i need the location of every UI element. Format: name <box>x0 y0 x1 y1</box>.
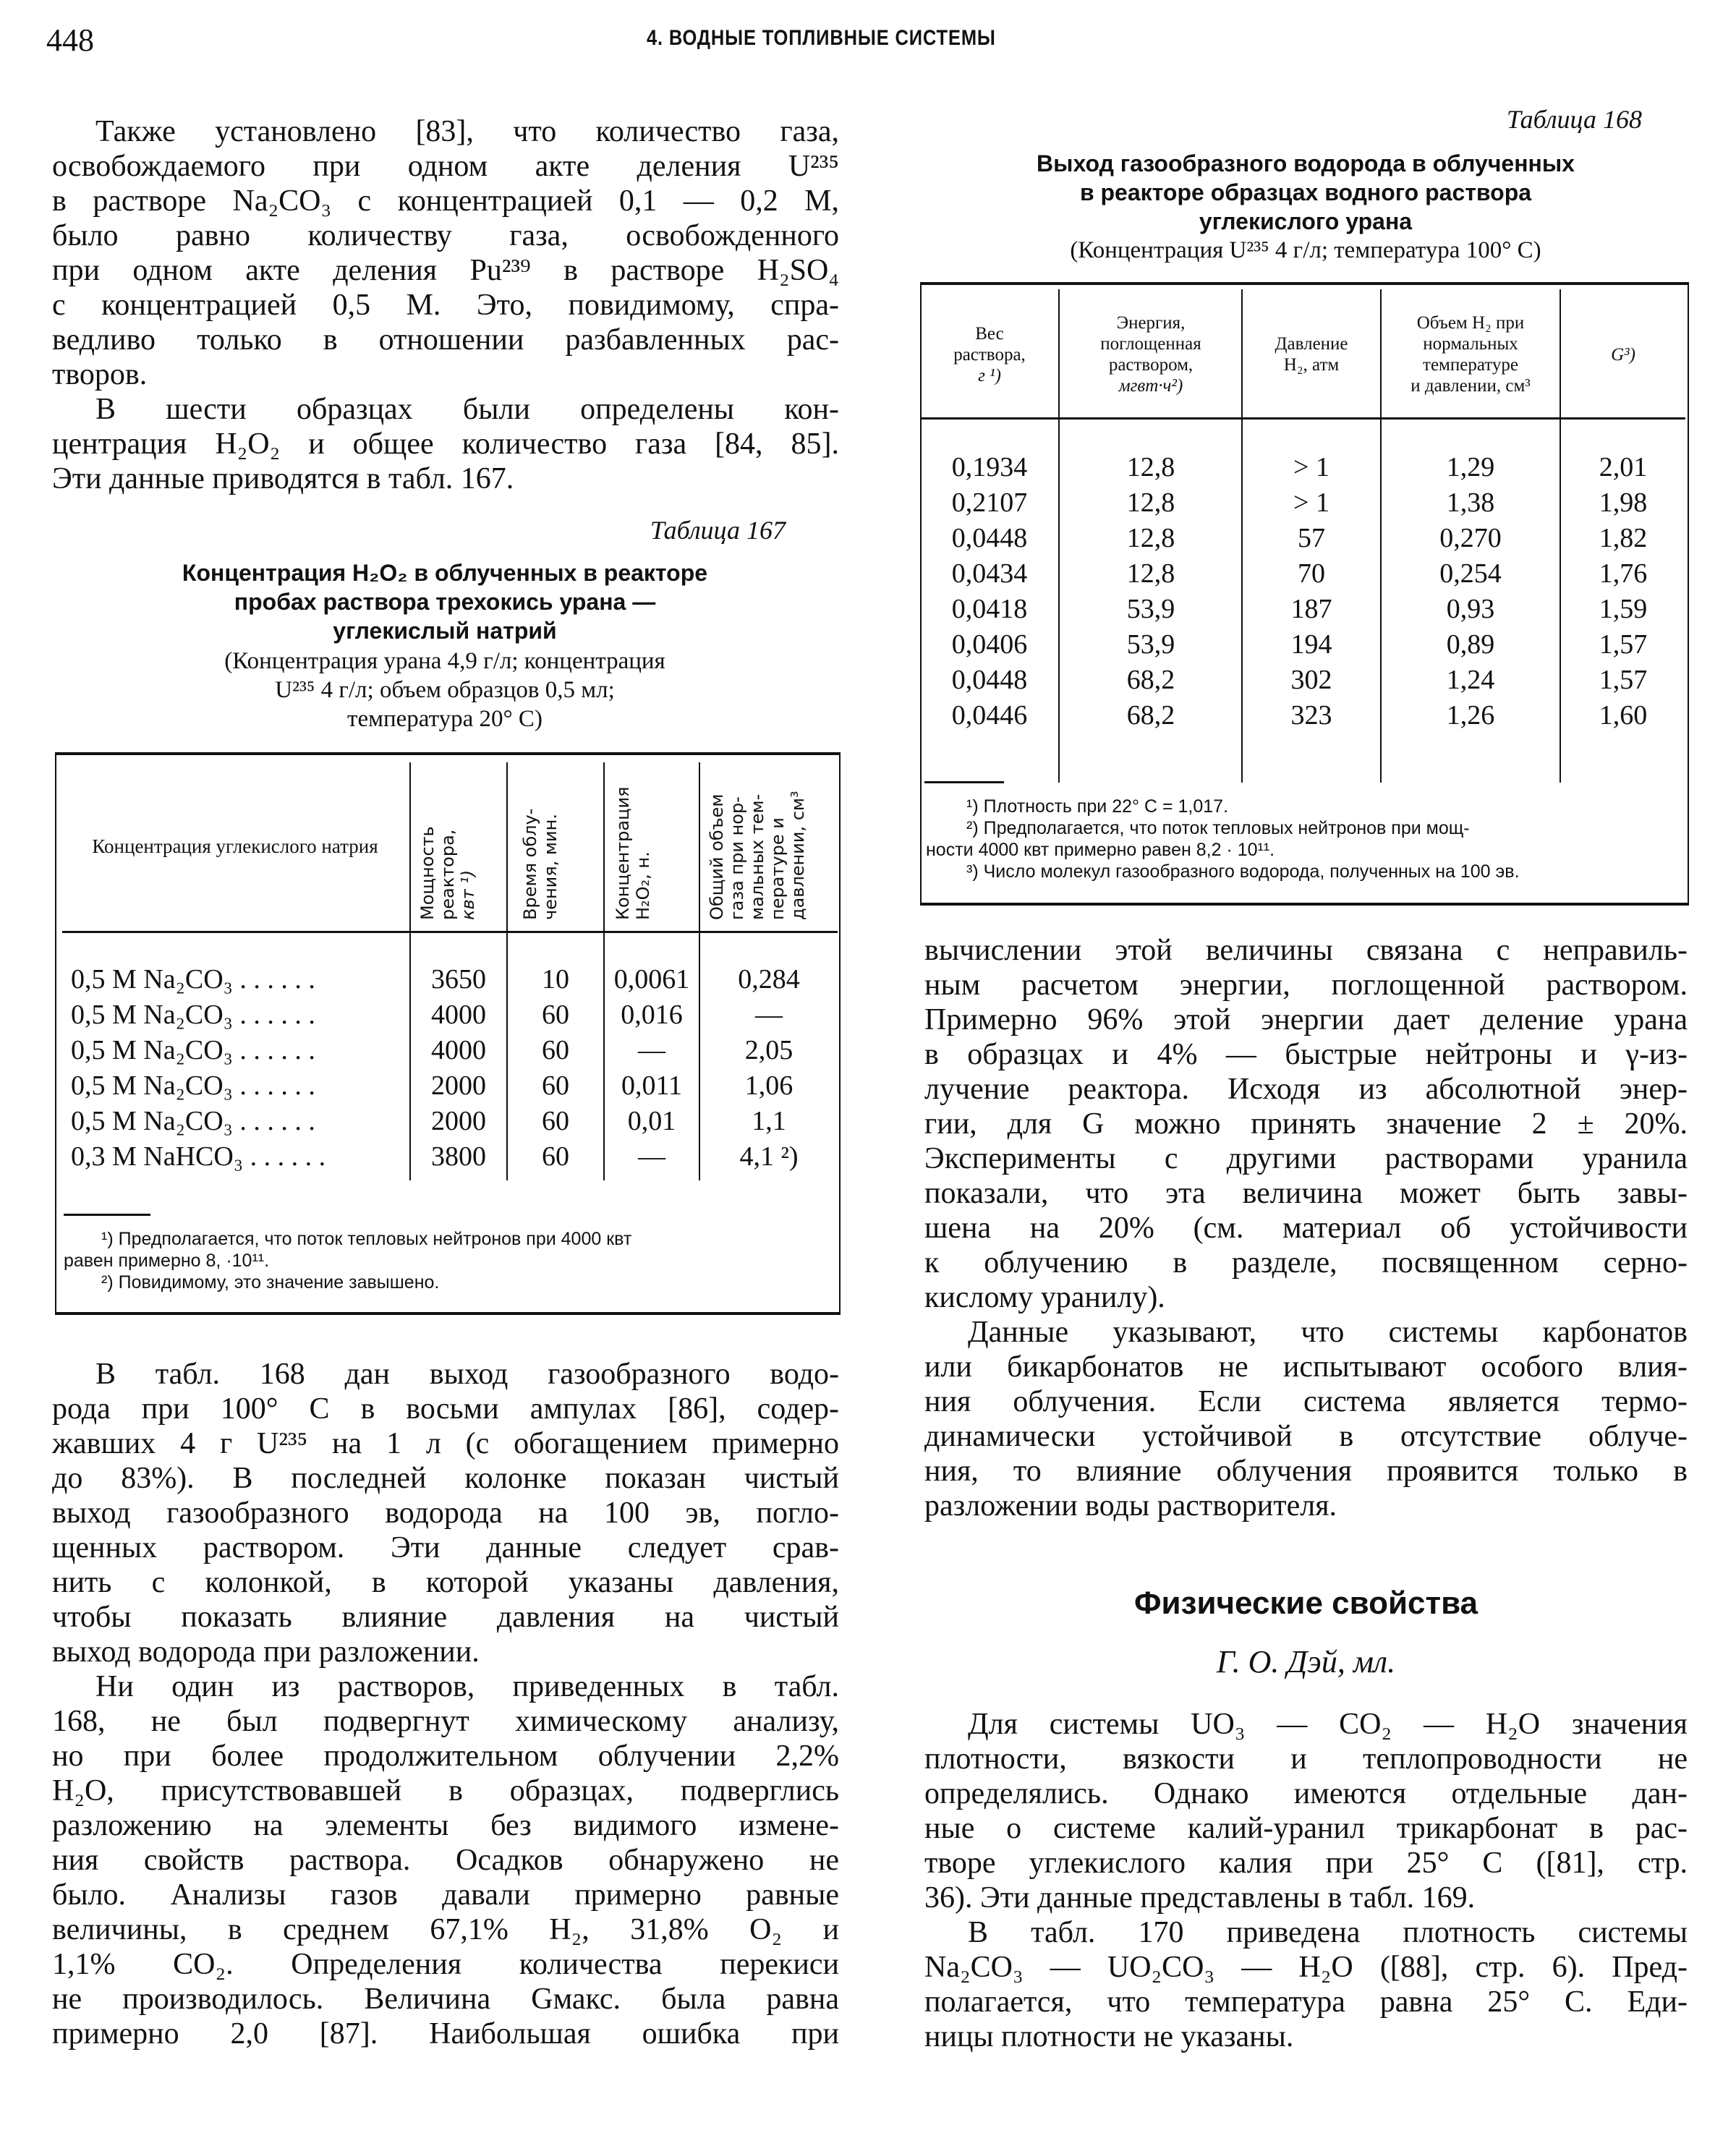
cell: 0,5 M Na₂CO₃ . . . . . . <box>71 1106 315 1136</box>
text-line: чтобы показать влияние давления на чистый <box>52 1601 839 1634</box>
header-line: квт ¹) <box>458 869 478 920</box>
footnote-rule <box>64 1214 150 1216</box>
header-line: и давлении, см³ <box>1410 376 1531 396</box>
text-line: ные о системе калий-уранил трикарбонат в рас- <box>924 1812 1688 1845</box>
cell: 1,57 <box>1599 665 1648 695</box>
text-line: при одном акте деления Pu²³⁹ в растворе H₂SO₄ <box>52 254 839 287</box>
header-rule <box>922 417 1685 420</box>
footnote: ¹) Плотность при 22° C = 1,017. <box>966 796 1229 817</box>
table-title-line: углекислый натрий <box>333 618 557 644</box>
cell: 1,24 <box>1446 665 1495 695</box>
header-line: пературе и <box>767 817 788 920</box>
footnote: ²) Повидимому, это значение завышено. <box>101 1272 440 1293</box>
cell: 2,01 <box>1599 452 1648 482</box>
text-line: нить с колонкой, в которой указаны давления, <box>52 1566 839 1599</box>
cell: 323 <box>1290 700 1332 731</box>
text-line: творе углекислого калия при 25° C ([81], стр. <box>924 1847 1688 1880</box>
cell: 1,26 <box>1446 700 1495 731</box>
header-line: Мощность <box>417 826 438 920</box>
running-head: 4. ВОДНЫЕ ТОПЛИВНЫЕ СИСТЕМЫ <box>647 26 996 50</box>
text-line: до 83%). В последней колонке показан чистый <box>52 1462 839 1495</box>
text-line: выход водорода при разложении. <box>52 1635 480 1669</box>
table-title-line: Выход газообразного водорода в облученных <box>1037 150 1575 176</box>
header-line: мгвт·ч²) <box>1118 376 1183 396</box>
footnote: ³) Число молекул газообразного водорода, полученных на 100 эв. <box>966 861 1520 882</box>
cell: 1,29 <box>1446 452 1495 482</box>
cell: 60 <box>542 1000 569 1030</box>
cell: > 1 <box>1293 487 1329 518</box>
footnote: ¹) Предполагается, что поток тепловых нейтронов при 4000 квт <box>101 1229 632 1249</box>
table-subtitle-line: U²³⁵ 4 г/л; объем образцов 0,5 мл; <box>275 677 615 703</box>
footnote: равен примерно 8, ·10¹¹. <box>64 1251 270 1271</box>
text-line: динамически устойчивой в отсутствие облуче- <box>924 1420 1688 1453</box>
cell: 0,5 M Na₂CO₃ . . . . . . <box>71 1000 315 1030</box>
header-line: раствором, <box>1108 355 1194 375</box>
text-line: ницы плотности не указаны. <box>924 2020 1294 2053</box>
text-line: В табл. 168 дан выход газообразного водо- <box>95 1358 839 1391</box>
cell: 0,0434 <box>951 558 1028 589</box>
cell: 0,1934 <box>951 452 1028 482</box>
cell: — <box>638 1035 665 1065</box>
text-line: вычислении этой величины связана с неправиль- <box>924 934 1688 967</box>
cell: 60 <box>542 1070 569 1101</box>
cell: 1,38 <box>1446 487 1495 518</box>
column-header <box>1382 297 1560 412</box>
header-line: раствора, <box>953 344 1026 365</box>
cell: 3800 <box>431 1141 486 1172</box>
text-line: 1,1% CO₂. Определения количества перекиси <box>52 1948 839 1981</box>
text-line: ным расчетом энергии, поглощенной раствором. <box>924 968 1688 1002</box>
text-line: в растворе Na₂CO₃ с концентрацией 0,1 — 0,2 M, <box>52 184 839 218</box>
text-line: 36). Эти данные представлены в табл. 169. <box>924 1881 1476 1915</box>
cell: 0,5 M Na₂CO₃ . . . . . . <box>71 964 315 995</box>
table-caption: Таблица 168 <box>1506 105 1642 134</box>
header-rule <box>62 931 838 933</box>
header-line: Вес <box>975 323 1004 344</box>
cell: 0,254 <box>1439 558 1502 589</box>
header-line: температуре <box>1423 355 1518 375</box>
cell: 12,8 <box>1126 558 1175 589</box>
text-line: ведливо только в отношении разбавленных рас- <box>52 323 839 357</box>
cell: 0,016 <box>621 1000 683 1030</box>
cell: 60 <box>542 1035 569 1065</box>
cell: 302 <box>1290 665 1332 695</box>
cell: 0,0448 <box>951 523 1028 553</box>
cell: 0,5 M Na₂CO₃ . . . . . . <box>71 1070 315 1101</box>
cell: 194 <box>1290 629 1332 660</box>
header-line: реактора, <box>438 829 458 920</box>
column-header <box>922 297 1058 412</box>
text-line: примерно 2,0 [87]. Наибольшая ошибка при <box>52 2017 839 2051</box>
text-line: Эти данные приводятся в табл. 167. <box>52 462 514 495</box>
text-line: жавших 4 г U²³⁵ на 1 л (с обогащением примерно <box>52 1427 839 1460</box>
text-line: показали, что эта величина может быть завы- <box>924 1177 1688 1210</box>
header-line: Давление <box>1275 334 1348 354</box>
header-line: г ¹) <box>978 365 1001 386</box>
cell: 0,011 <box>621 1070 683 1101</box>
text-line: Также установлено [83], что количество газа, <box>95 115 839 148</box>
text-line: разложении воды растворителя. <box>924 1489 1337 1523</box>
cell: 60 <box>542 1141 569 1172</box>
table-subtitle-line: температура 20° C) <box>347 706 542 732</box>
cell: 53,9 <box>1126 629 1175 660</box>
cell: 1,59 <box>1599 594 1648 624</box>
text-line: рода при 100° C в восьми ампулах [86], содер- <box>52 1392 839 1426</box>
header-line: Энергия, <box>1116 313 1186 333</box>
cell: 12,8 <box>1126 452 1175 482</box>
text-line: величины, в среднем 67,1% H₂, 31,8% O₂ и <box>52 1913 839 1946</box>
section-author: Г. О. Дэй, мл. <box>1216 1644 1396 1679</box>
cell: 0,0448 <box>951 665 1028 695</box>
cell: 0,0418 <box>951 594 1028 624</box>
footnote: ²) Предполагается, что поток тепловых нейтронов при мощ- <box>966 818 1470 838</box>
column-header <box>1243 297 1380 412</box>
table-subtitle: (Концентрация U²³⁵ 4 г/л; температура 100° C) <box>1070 237 1541 263</box>
cell: — <box>638 1141 665 1172</box>
cell: 2,05 <box>744 1035 793 1065</box>
text-line: полагается, что температура равна 25° C. Еди- <box>924 1985 1688 2019</box>
column-divider <box>1058 289 1060 783</box>
header-line: Концентрация <box>613 786 633 920</box>
text-line: щенных раствором. Эти данные следует срав- <box>52 1531 839 1564</box>
header-line: газа при нор- <box>727 796 747 920</box>
cell: 68,2 <box>1126 700 1175 731</box>
cell: 1,82 <box>1599 523 1648 553</box>
cell: 68,2 <box>1126 665 1175 695</box>
header-line: чения, мин. <box>540 814 561 920</box>
cell: 0,270 <box>1439 523 1502 553</box>
text-line: 168, не был подвергнут химическому анализу, <box>52 1705 839 1738</box>
header-line: H₂, атм <box>1283 355 1340 375</box>
text-line: но при более продолжительном облучении 2,2% <box>52 1740 839 1773</box>
column-header: G³) <box>1611 344 1635 365</box>
text-line: В табл. 170 приведена плотность системы <box>968 1916 1688 1949</box>
cell: 0,01 <box>627 1106 676 1136</box>
cell: — <box>755 1000 783 1030</box>
header-line: мальных тем- <box>747 793 767 920</box>
cell: 57 <box>1298 523 1325 553</box>
header-line: Общий объем <box>707 793 727 920</box>
text-line: Для системы UO₃ — CO₂ — H₂O значения <box>968 1708 1688 1741</box>
text-line: Данные указывают, что системы карбонатов <box>968 1316 1688 1349</box>
cell: 12,8 <box>1126 487 1175 518</box>
text-line: Примерно 96% этой энергии дает деление урана <box>924 1003 1688 1036</box>
cell: 1,60 <box>1599 700 1648 731</box>
text-line: не производилось. Величина Gмакс. была равна <box>52 1983 839 2016</box>
footnote: ности 4000 квт примерно равен 8,2 · 10¹¹. <box>926 840 1275 860</box>
header-line: Объем H₂ при <box>1416 313 1525 333</box>
section-heading: Физические свойства <box>1133 1585 1478 1621</box>
text-line: Эксперименты с другими растворами уранила <box>924 1142 1688 1175</box>
header-line: H₂O₂, н. <box>633 851 653 920</box>
text-line: выход газообразного водорода на 100 эв, погло- <box>52 1496 839 1530</box>
cell: 2000 <box>431 1070 486 1101</box>
text-line: творов. <box>52 358 148 391</box>
table-title-line: в реакторе образцах водного раствора <box>1079 179 1532 205</box>
text-line: определялись. Однако имеются отдельные дан- <box>924 1777 1688 1810</box>
cell: 0,93 <box>1446 594 1495 624</box>
header-line: Время облу- <box>520 808 540 920</box>
text-line: плотности, вязкости и теплопроводности не <box>924 1742 1688 1776</box>
cell: 1,06 <box>744 1070 793 1101</box>
text-line: шена на 20% (см. материал об устойчивости <box>924 1212 1688 1245</box>
cell: 3650 <box>431 964 486 995</box>
text-line: ния свойств раствора. Осадков обнаружено не <box>52 1844 839 1877</box>
cell: 0,0061 <box>613 964 690 995</box>
cell: 0,284 <box>738 964 800 995</box>
text-line: ния, то влияние облучения проявится только в <box>924 1455 1688 1488</box>
cell: 53,9 <box>1126 594 1175 624</box>
text-line: центрация H₂O₂ и общее количество газа [84, 85]. <box>52 427 839 461</box>
column-header <box>1060 297 1241 412</box>
cell: 1,1 <box>752 1106 786 1136</box>
text-line: Na₂CO₃ — UO₂CO₃ — H₂O ([88], стр. 6). Пред- <box>924 1951 1688 1984</box>
text-line: с концентрацией 0,5 M. Это, повидимому, спра- <box>52 289 839 322</box>
header-line: поглощенная <box>1100 334 1201 354</box>
table-subtitle-line: (Концентрация урана 4,9 г/л; концентрация <box>224 648 665 674</box>
footnote-rule <box>924 781 1004 783</box>
text-line: в образцах и 4% — быстрые нейтроны и γ-из- <box>924 1038 1688 1071</box>
text-line: или бикарбонатов не испытывают особого влия- <box>924 1350 1688 1384</box>
table-title-line: Концентрация H₂O₂ в облученных в реакторе <box>182 560 708 586</box>
text-line: кислому уранилу). <box>924 1281 1165 1314</box>
text-line: разложению на элементы без видимого измене- <box>52 1809 839 1842</box>
cell: 10 <box>542 964 569 995</box>
header-line: нормальных <box>1423 334 1518 354</box>
text-line: гии, для G можно принять значение 2 ± 20%. <box>924 1107 1688 1141</box>
text-line: было равно количеству газа, освобожденного <box>52 219 839 252</box>
cell: 2000 <box>431 1106 486 1136</box>
text-line: H₂O, присутствовавшей в образцах, подверглись <box>52 1774 839 1808</box>
cell: 1,57 <box>1599 629 1648 660</box>
cell: 0,89 <box>1446 629 1495 660</box>
text-line: к облучению в разделе, посвященном серно- <box>924 1246 1688 1279</box>
cell: 1,98 <box>1599 487 1648 518</box>
text-line: Ни один из растворов, приведенных в табл. <box>95 1670 839 1703</box>
cell: 12,8 <box>1126 523 1175 553</box>
cell: 4000 <box>431 1035 486 1065</box>
table-title-line: углекислого урана <box>1199 208 1413 234</box>
cell: 0,3 M NaHCO₃ . . . . . . <box>71 1141 326 1172</box>
cell: 0,0446 <box>951 700 1028 731</box>
cell: 187 <box>1290 594 1332 624</box>
cell: 0,0406 <box>951 629 1028 660</box>
text-line: В шести образцах были определены кон- <box>95 393 839 426</box>
cell: 4000 <box>431 1000 486 1030</box>
cell: 60 <box>542 1106 569 1136</box>
table-title-line: пробах раствора трехокись урана — <box>234 589 656 615</box>
cell: > 1 <box>1293 452 1329 482</box>
cell: 4,1 ²) <box>739 1141 799 1172</box>
table-caption: Таблица 167 <box>650 516 786 545</box>
text-line: лучение реактора. Исходя из абсолютной энер- <box>924 1073 1688 1106</box>
cell: 0,5 M Na₂CO₃ . . . . . . <box>71 1035 315 1065</box>
cell: 70 <box>1298 558 1325 589</box>
page-number: 448 <box>46 22 94 58</box>
column-header: Концентрация углекислого натрия <box>92 835 378 857</box>
text-line: освобождаемого при одном акте деления U²³⁵ <box>52 150 839 183</box>
cell: 0,2107 <box>951 487 1028 518</box>
text-line: было. Анализы газов давали примерно равные <box>52 1878 839 1912</box>
cell: 1,76 <box>1599 558 1648 589</box>
text-line: ния облучения. Если система является термо- <box>924 1385 1688 1418</box>
header-line: давлении, см³ <box>788 791 808 920</box>
